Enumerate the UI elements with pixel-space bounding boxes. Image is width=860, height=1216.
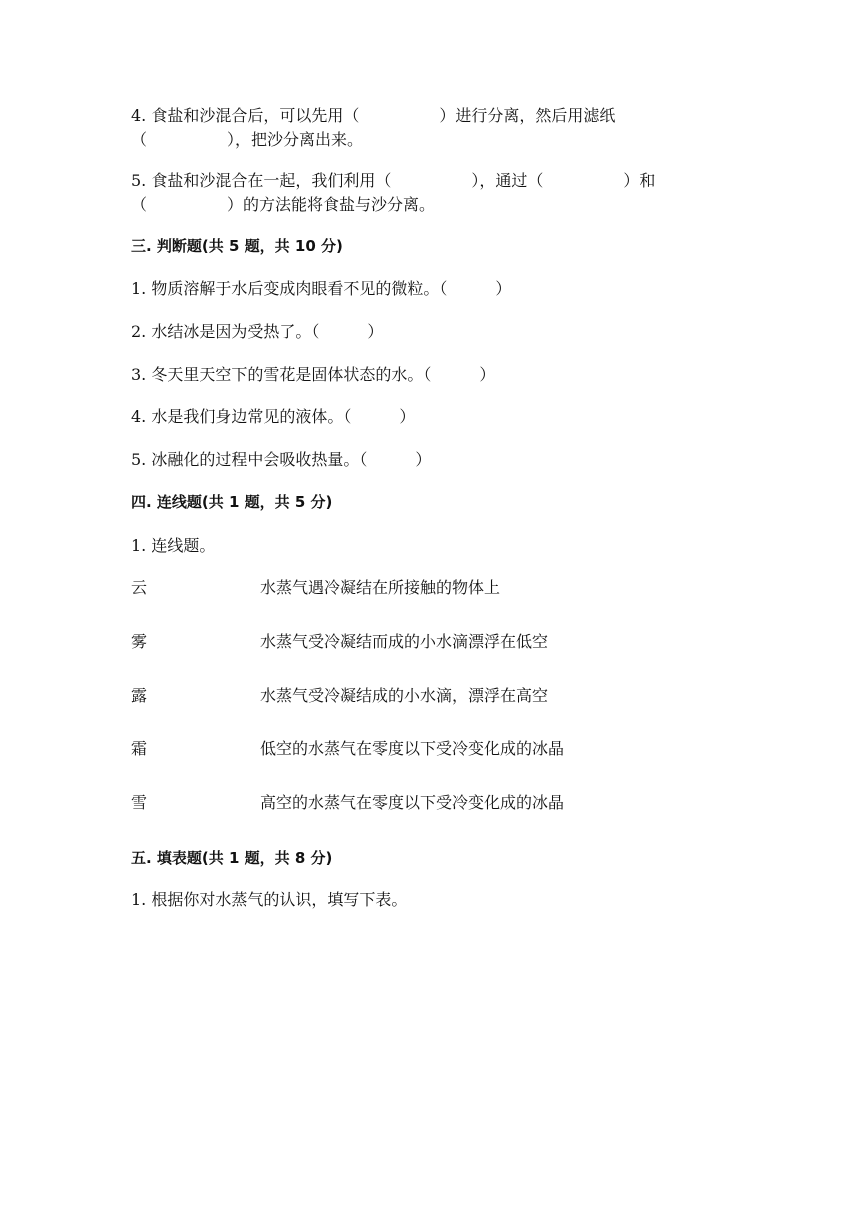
matching-right-item: 水蒸气遇冷凝结在所接触的物体上	[260, 578, 501, 597]
fill-blank-q4-line1: 4. 食盐和沙混合后，可以先用（ ）进行分离，然后用滤纸	[131, 106, 616, 125]
judge-item: 3. 冬天里天空下的雪花是固体状态的水。（ ）	[131, 365, 496, 384]
matching-question: 1. 连线题。	[131, 536, 216, 555]
judge-item: 1. 物质溶解于水后变成肉眼看不见的微粒。（ ）	[131, 279, 512, 298]
section-heading-matching: 四. 连线题(共 1 题，共 5 分)	[131, 493, 333, 511]
matching-right-item: 低空的水蒸气在零度以下受冷变化成的冰晶	[260, 739, 565, 758]
matching-left-item: 雪	[131, 793, 148, 812]
matching-right-item: 水蒸气受冷凝结而成的小水滴漂浮在低空	[260, 632, 549, 651]
fill-blank-q5-line1: 5. 食盐和沙混合在一起，我们利用（ ），通过（ ）和	[131, 171, 656, 190]
fill-blank-q5-line2: （ ）的方法能将食盐与沙分离。	[131, 195, 436, 214]
matching-left-item: 霜	[131, 739, 148, 758]
section-heading-judge: 三. 判断题(共 5 题，共 10 分)	[131, 237, 343, 255]
fill-blank-q4-line2: （ ），把沙分离出来。	[131, 130, 364, 149]
matching-left-item: 云	[131, 578, 148, 597]
judge-item: 2. 水结冰是因为受热了。（ ）	[131, 322, 384, 341]
matching-left-item: 露	[131, 686, 148, 705]
judge-item: 4. 水是我们身边常见的液体。（ ）	[131, 407, 416, 426]
matching-right-item: 高空的水蒸气在零度以下受冷变化成的冰晶	[260, 793, 565, 812]
matching-left-item: 雾	[131, 632, 148, 651]
table-fill-question: 1. 根据你对水蒸气的认识，填写下表。	[131, 890, 408, 909]
judge-item: 5. 冰融化的过程中会吸收热量。（ ）	[131, 450, 432, 469]
section-heading-table-fill: 五. 填表题(共 1 题，共 8 分)	[131, 849, 333, 867]
matching-right-item: 水蒸气受冷凝结成的小水滴，漂浮在高空	[260, 686, 549, 705]
